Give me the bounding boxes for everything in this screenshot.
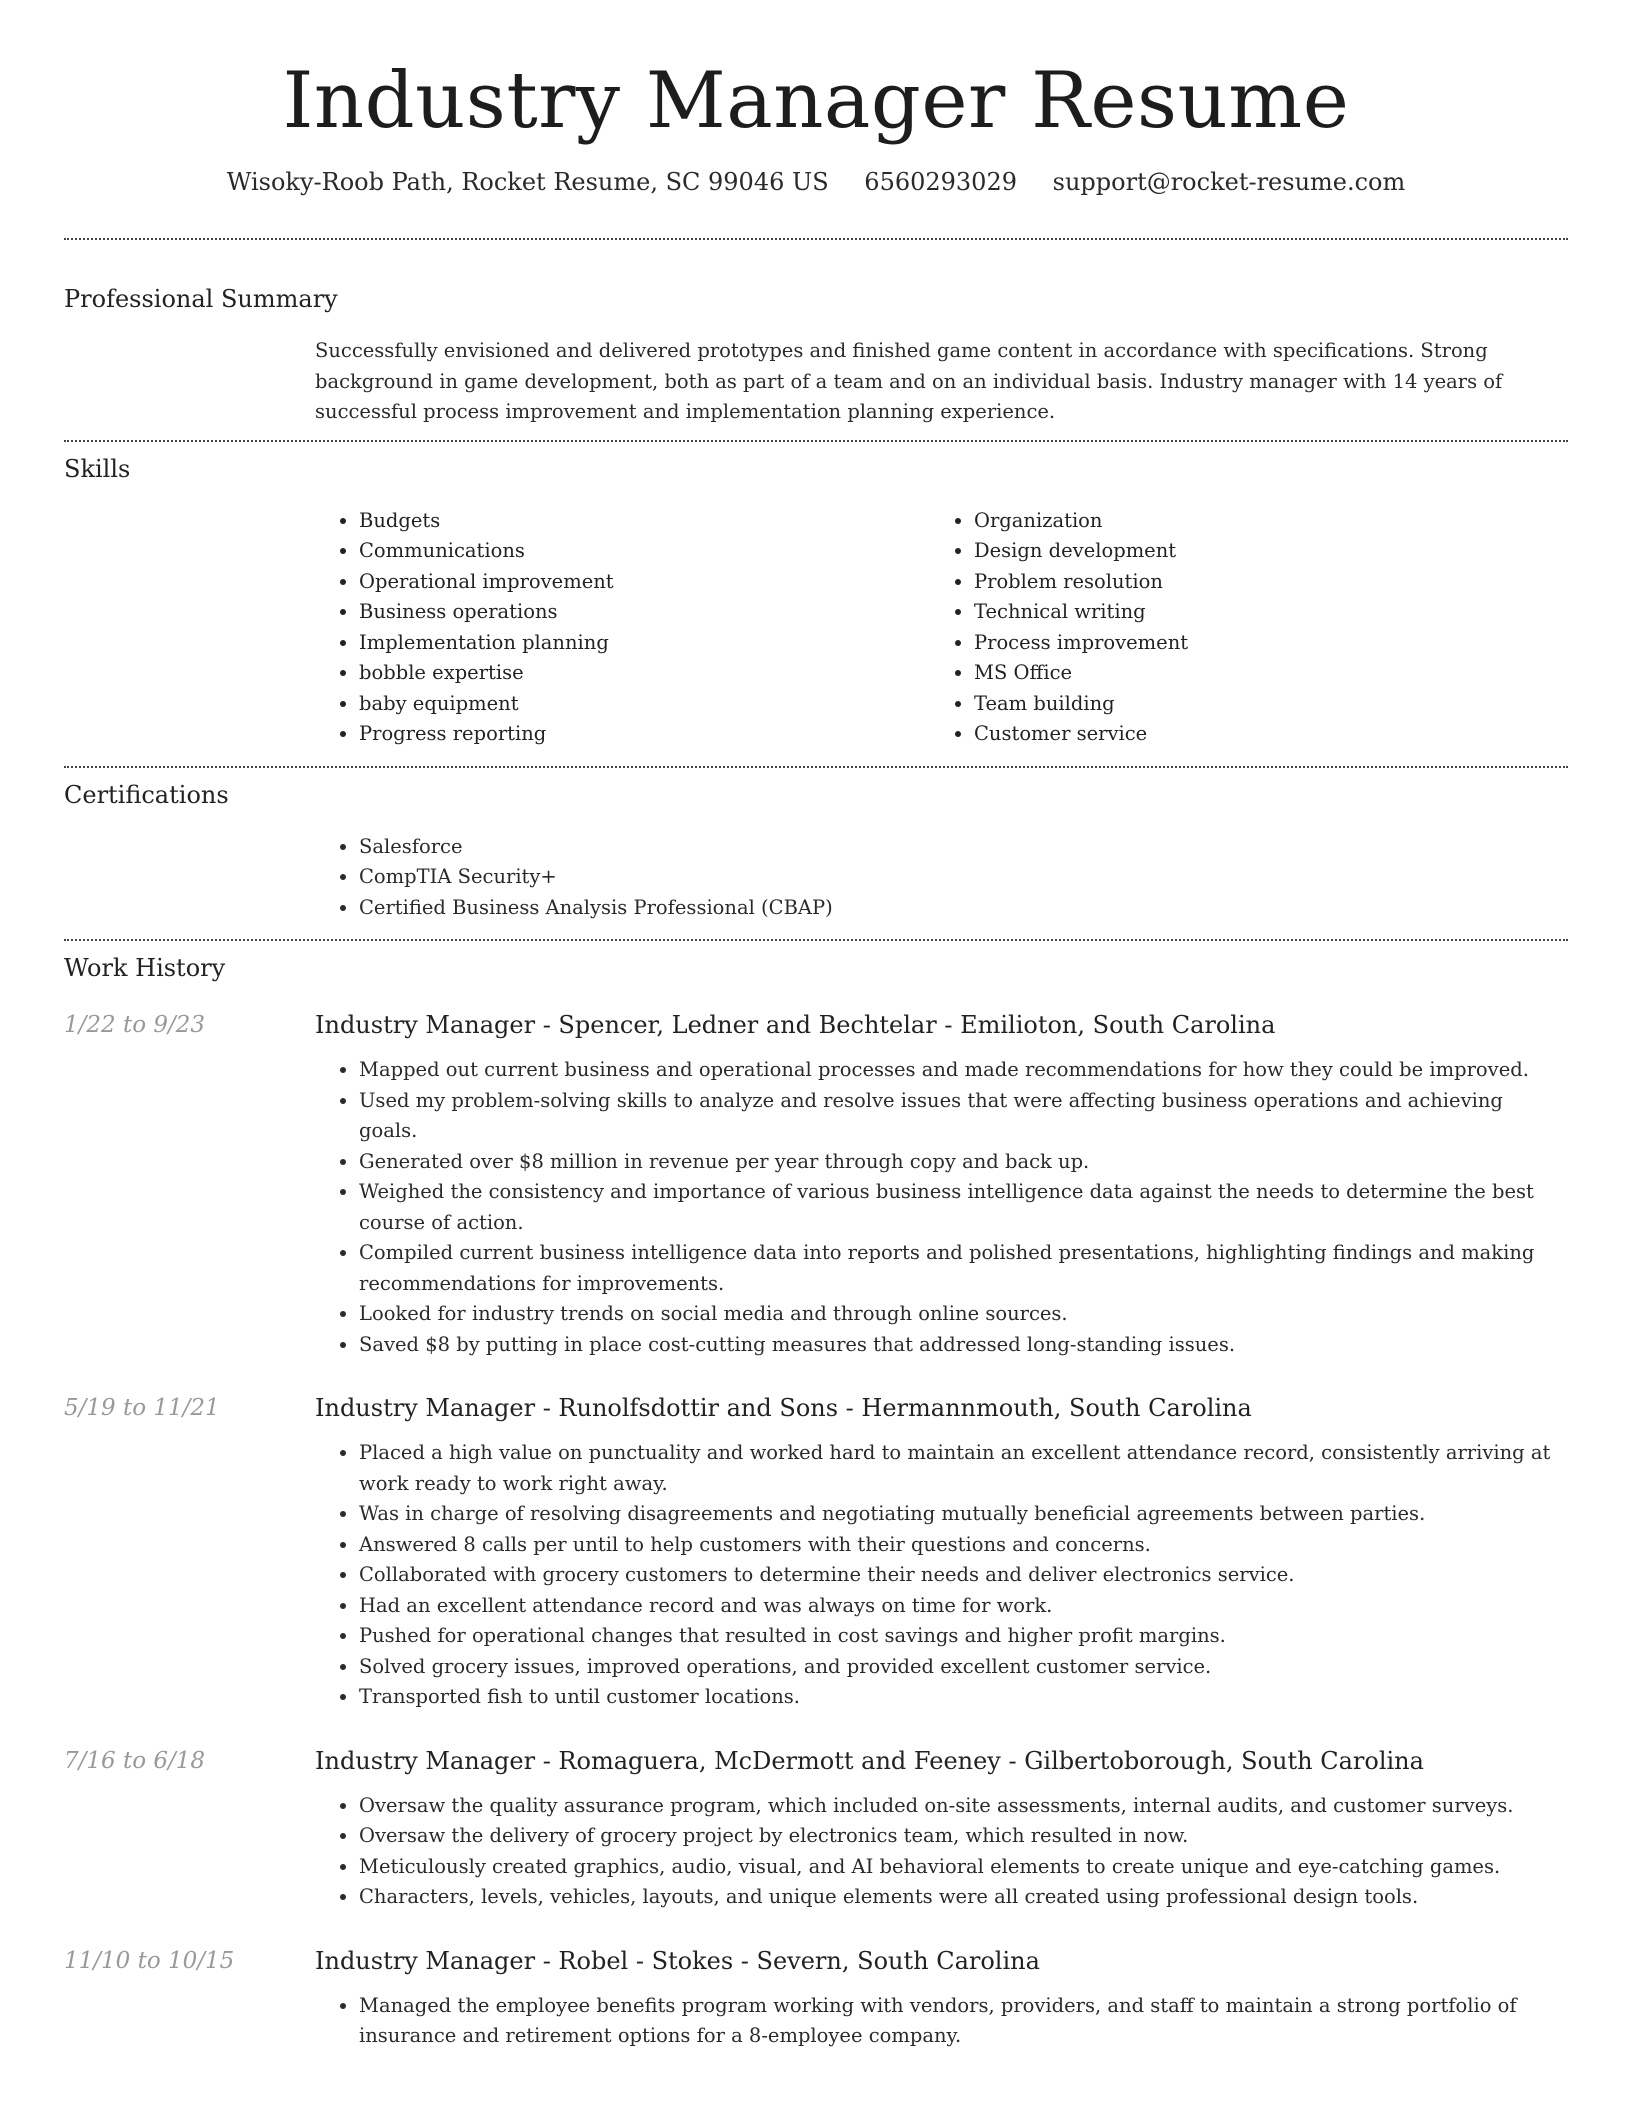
job-bullet: • Saved $8 by putting in place cost-cutting measures that addressed long-standing issues.	[359, 1330, 1558, 1361]
job-bullet: • Was in charge of resolving disagreements and negotiating mutually beneficial agreements between parties.	[359, 1499, 1558, 1530]
certification-item: • Certified Business Analysis Professional (CBAP)	[359, 893, 1568, 924]
skills-list	[315, 506, 1568, 766]
job-content	[315, 1945, 1568, 2052]
contact-email: support@rocket-resume.com	[1052, 168, 1406, 196]
job-bullets	[315, 1991, 1568, 2052]
skill-item: • Customer service	[974, 719, 1545, 750]
job-bullets	[315, 1438, 1568, 1713]
certifications-list	[315, 832, 1568, 940]
job-bullet: • Managed the employee benefits program working with vendors, providers, and staff to maintain a strong portfolio of insurance and retirement options for a 8-employee company.	[359, 1991, 1558, 2052]
job-bullet: • Mapped out current business and operational processes and made recommendations for how they could be improved.	[359, 1055, 1558, 1086]
job-bullets	[315, 1791, 1568, 1913]
job-title: Industry Manager - Spencer, Ledner and Bechtelar - Emilioton, South Carolina	[315, 1011, 1276, 1039]
job-content	[315, 1745, 1568, 1913]
skill-item: • Organization	[974, 506, 1545, 537]
job-entry	[64, 1745, 1568, 1913]
job-dates: 11/10 to 10/15	[64, 1947, 235, 1974]
job-title: Industry Manager - Runolfsdottir and Sons - Hermannmouth, South Carolina	[315, 1394, 1252, 1422]
job-title: Industry Manager - Robel - Stokes - Severn, South Carolina	[315, 1946, 1040, 1975]
contact-phone: 6560293029	[864, 168, 1017, 196]
job-bullet: • Oversaw the quality assurance program, which included on-site assessments, internal audits, and customer surveys.	[359, 1791, 1558, 1822]
skill-item: • Design development	[974, 536, 1545, 567]
skill-item: • Business operations	[359, 597, 930, 628]
job-bullet: • Looked for industry trends on social media and through online sources.	[359, 1299, 1558, 1330]
skill-item: • Budgets	[359, 506, 930, 537]
skill-item: • baby equipment	[359, 689, 930, 720]
job-title: Industry Manager - Romaguera, McDermott and Feeney - Gilbertoborough, South Carolina	[315, 1746, 1424, 1775]
skills-column-right	[930, 506, 1545, 750]
summary-section	[64, 240, 1568, 440]
work-history-section	[64, 941, 1568, 2052]
job-content	[315, 1392, 1568, 1713]
certifications-heading: Certifications	[64, 780, 229, 809]
resume-title: Industry Manager Resume	[282, 56, 1350, 146]
job-bullet: • Compiled current business intelligence data into reports and polished presentations, highlighting findings and making recommendations for improvements.	[359, 1238, 1558, 1299]
skills-section	[64, 442, 1568, 766]
skill-item: • Team building	[974, 689, 1545, 720]
summary-text: Successfully envisioned and delivered prototypes and finished game content in accordance with specifications. Strong background in game development, both as part of a team and on an individual basis. Industry manager with 14 years of successful process improvement and implementation planning experience.	[315, 339, 1503, 423]
skill-item: • Implementation planning	[359, 628, 930, 659]
skills-heading: Skills	[64, 454, 131, 483]
skill-item: • Progress reporting	[359, 719, 930, 750]
skills-column-left	[315, 506, 930, 750]
job-entry	[64, 1945, 1568, 2052]
job-entry	[64, 1009, 1568, 1360]
skill-item: • MS Office	[974, 658, 1545, 689]
work-history-heading: Work History	[64, 954, 226, 982]
job-bullet: • Weighed the consistency and importance of various business intelligence data against the needs to determine the best course of action.	[359, 1177, 1558, 1238]
job-bullets	[315, 1055, 1568, 1360]
job-bullet: • Used my problem-solving skills to analyze and resolve issues that were affecting business operations and achieving goals.	[359, 1086, 1558, 1147]
job-bullet: • Solved grocery issues, improved operations, and provided excellent customer service.	[359, 1652, 1558, 1683]
job-bullet: • Placed a high value on punctuality and worked hard to maintain an excellent attendance record, consistently arriving at work ready to work right away.	[359, 1438, 1558, 1499]
skill-item: • Technical writing	[974, 597, 1545, 628]
skill-item: • Process improvement	[974, 628, 1545, 659]
summary-heading: Professional Summary	[64, 285, 338, 313]
contact-line	[64, 166, 1568, 198]
job-bullet: • Generated over $8 million in revenue per year through copy and back up.	[359, 1147, 1558, 1178]
contact-address: Wisoky-Roob Path, Rocket Resume, SC 99046 US	[226, 168, 829, 196]
job-bullet: • Pushed for operational changes that resulted in cost savings and higher profit margins.	[359, 1621, 1558, 1652]
job-bullet: • Characters, levels, vehicles, layouts, and unique elements were all created using professional design tools.	[359, 1882, 1558, 1913]
job-dates: 5/19 to 11/21	[64, 1395, 220, 1421]
certifications-section	[64, 768, 1568, 940]
job-bullet: • Collaborated with grocery customers to determine their needs and deliver electronics service.	[359, 1560, 1558, 1591]
job-content	[315, 1009, 1568, 1360]
job-dates: 1/22 to 9/23	[64, 1012, 206, 1038]
job-entry	[64, 1392, 1568, 1713]
job-bullet: • Meticulously created graphics, audio, visual, and AI behavioral elements to create unique and eye-catching games.	[359, 1852, 1558, 1883]
skill-item: • bobble expertise	[359, 658, 930, 689]
job-bullet: • Oversaw the delivery of grocery project by electronics team, which resulted in now.	[359, 1821, 1558, 1852]
certification-item: • Salesforce	[359, 832, 1568, 863]
job-bullet: • Transported fish to until customer locations.	[359, 1682, 1558, 1713]
skill-item: • Communications	[359, 536, 930, 567]
job-bullet: • Answered 8 calls per until to help customers with their questions and concerns.	[359, 1530, 1558, 1561]
resume-page	[64, 0, 1568, 2052]
skill-item: • Problem resolution	[974, 567, 1545, 598]
job-bullet: • Had an excellent attendance record and was always on time for work.	[359, 1591, 1558, 1622]
certification-item: • CompTIA Security+	[359, 862, 1568, 893]
job-dates: 7/16 to 6/18	[64, 1747, 206, 1774]
skill-item: • Operational improvement	[359, 567, 930, 598]
